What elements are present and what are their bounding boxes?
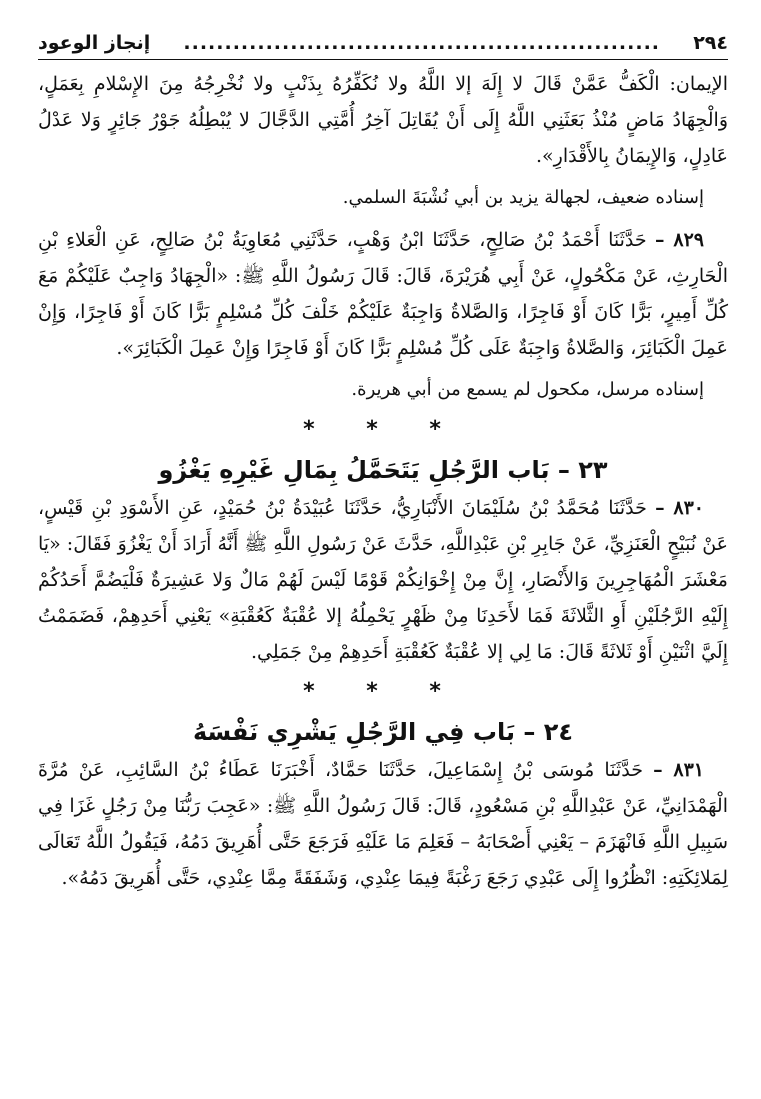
page-header [38, 30, 728, 60]
section-divider-stars: * * * [303, 417, 463, 442]
hadith-continuation: الإيمان: الْكَفُّ عَمَّنْ قَالَ لا إِلَهَ إلا اللَّهُ ولا نُكَفِّرُهُ بِذَنْبٍ ولا نُخْرِجُهُ مِنَ الإِسْلامِ بِعَمَلٍ، وَالْجِهَادُ مَاضٍ مُنْذُ بَعَثَنِي اللَّهُ إِلَى أَنْ يُقَاتِلَ آخِرُ أُمَّتِي الدَّجَّالَ لا يُبْطِلُهُ جَوْرُ جَائِرٍ وَلا عَدْلُ عَادِلٍ، وَالإِيمَانُ بِالأَقْدَارِ». [38, 73, 728, 167]
hadith-number: ٨٢٩ – [654, 229, 704, 251]
page-number: ٢٩٤ [693, 32, 728, 54]
chapter-heading-24: ٢٤ – بَاب فِي الرَّجُلِ يَشْرِي نَفْسَهُ [192, 718, 574, 746]
book-page [38, 30, 728, 896]
hadith-number: ٨٣١ – [653, 759, 704, 781]
header-leader-dots: .......................................................... [183, 32, 661, 54]
isnad-note: إسناده ضعيف، لجهالة يزيد بن أبي نُشْبَةَ السلمي. [342, 187, 704, 208]
chapter-heading-23: ٢٣ – بَاب الرَّجُلِ يَتَحَمَّلُ بِمَالِ غَيْرِهِ يَغْزُو [158, 456, 608, 484]
isnad-note: إسناده مرسل، مكحول لم يسمع من أبي هريرة. [351, 379, 704, 400]
section-divider-stars: * * * [303, 679, 463, 704]
book-title: إنجاز الوعود [38, 32, 151, 54]
hadith-831 [38, 752, 728, 896]
hadith-830 [38, 490, 728, 670]
hadith-text: حَدَّثَنَا مُحَمَّدُ بْنُ سُلَيْمَانَ الأَنْبَارِيُّ، حَدَّثَنَا عُبَيْدَةُ بْنُ حُمَيْدٍ، عَنِ الأَسْوَدِ بْنِ قَيْسٍ، عَنْ نُبَيْحٍ الْعَنَزِيِّ، عَنْ جَابِرِ بْنِ عَبْدِاللَّهِ، حَدَّثَ عَنْ رَسُولِ اللَّهِ ﷺ أَنَّهُ أَرَادَ أَنْ يَغْزُوَ فَقَالَ: «يَا مَعْشَرَ الْمُهَاجِرِينَ وَالأَنْصَارِ، إِنَّ مِنْ إِخْوَانِكُمْ قَوْمًا لَيْسَ لَهُمْ مَالٌ وَلا عَشِيرَةٌ فَلْيَضُمَّ أَحَدُكُمْ إِلَيْهِ الرَّجُلَيْنِ أَوِ الثَّلاثَةَ فَمَا لأَحَدِنَا مِنْ ظَهْرٍ يَحْمِلُهُ إلا عُقْبَةٌ كَعُقْبَةِ» يَعْنِي أَحَدِهِمْ، فَضَمَمْتُ إِلَيَّ اثْنَيْنِ أَوْ ثَلاثَةً قَالَ: مَا لِي إلا عُقْبَةٌ كَعُقْبَةِ أَحَدِهِمْ مِنْ جَمَلِي. [38, 497, 728, 663]
hadith-829 [38, 222, 728, 366]
hadith-text: حَدَّثَنَا أَحْمَدُ بْنُ صَالِحٍ، حَدَّثَنَا ابْنُ وَهْبٍ، حَدَّثَنِي مُعَاوِيَةُ بْنُ صَالِحٍ، عَنِ الْعَلاءِ بْنِ الْحَارِثِ، عَنْ مَكْحُولٍ، عَنْ أَبِي هُرَيْرَةَ، قَالَ: قَالَ رَسُولُ اللَّهِ ﷺ: «الْجِهَادُ وَاجِبٌ عَلَيْكُمْ مَعَ كُلِّ أَمِيرٍ، بَرًّا كَانَ أَوْ فَاجِرًا، وَالصَّلاةُ وَاجِبَةٌ عَلَيْكُمْ خَلْفَ كُلِّ مُسْلِمٍ بَرًّا كَانَ أَوْ فَاجِرًا، وَإِنْ عَمِلَ الْكَبَائِرَ، وَالصَّلاةُ وَاجِبَةٌ عَلَى كُلِّ مُسْلِمٍ بَرًّا كَانَ أَوْ فَاجِرًا وَإِنْ عَمِلَ الْكَبَائِرَ». [38, 229, 728, 359]
hadith-number: ٨٣٠ – [655, 497, 704, 519]
hadith-text: حَدَّثَنَا مُوسَى بْنُ إِسْمَاعِيلَ، حَدَّثَنَا حَمَّادٌ، أَخْبَرَنَا عَطَاءُ بْنُ السَّائِبِ، عَنْ مُرَّةَ الْهَمْدَانِيِّ، عَنْ عَبْدِاللَّهِ بْنِ مَسْعُودٍ، قَالَ: قَالَ رَسُولُ اللَّهِ ﷺ: «عَجِبَ رَبُّنَا مِنْ رَجُلٍ غَزَا فِي سَبِيلِ اللَّهِ فَانْهَزَمَ – يَعْنِي أَصْحَابَهُ – فَعَلِمَ مَا عَلَيْهِ فَرَجَعَ حَتَّى أُهَرِيقَ دَمُهُ، فَيَقُولُ اللَّهُ تَعَالَى لِمَلائِكَتِهِ: انْظُرُوا إِلَى عَبْدِي رَجَعَ رَغْبَةً فِيمَا عِنْدِي، وَشَفَقَةً مِمَّا عِنْدِي، حَتَّى أُهَرِيقَ دَمُهُ». [38, 759, 728, 889]
